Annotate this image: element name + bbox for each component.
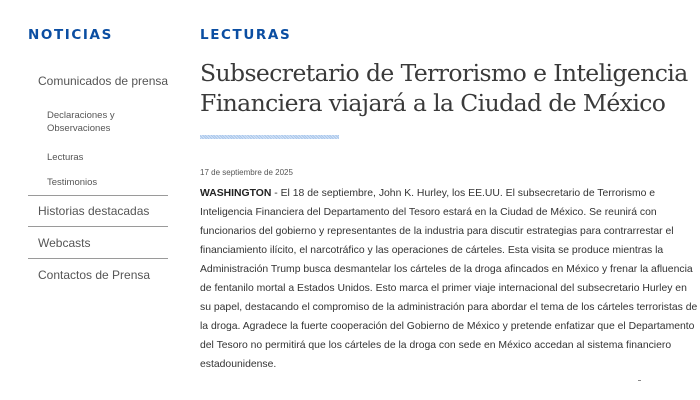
sidebar-divider [28,226,168,227]
article-title: Subsecretario de Terrorismo e Inteligencia Financiera viajará a la Ciudad de México [200,59,688,117]
article-body-text: - El 18 de septiembre, John K. Hurley, los EE.UU. El subsecretario de Terrorismo e Inteligencia Financiera del Departamento del Tesoro estará en la Ciudad de México. Se reunirá con funcionarios del gobierno y representantes de la industria para discutir estrategias para contrarrestar el financiamiento ilícito, el narcotráfico y las operaciones de cárteles. Esta visita se produce mientras la Administración Trump busca desmantelar los cárteles de la droga afincados en México y frenar la afluencia de fentanilo mortal a Estados Unidos. Esto marca el primer viaje internacional del subsecretario Hurley en su papel, destacando el compromiso de la administración para abordar el tema de los cárteles terroristas de la droga. Agradece la fuerte cooperación del Gobierno de México y pretende enfatizar que el Departamento del Tesoro no permitirá que los cárteles de la droga con sede en México accedan al sistema financiero estadounidense. [200,188,698,370]
page-mark [638,380,641,381]
article-date: 17 de septiembre de 2025 [200,168,293,177]
sidebar-nav [28,70,168,282]
sidebar-divider [28,195,168,196]
sidebar-item-historias-destacadas[interactable]: Historias destacadas [38,204,150,218]
sidebar-item-declaraciones-y-observaciones[interactable]: Declaraciones y Observaciones [47,110,115,134]
section-label: LECTURAS [200,27,292,43]
sidebar-item-comunicados-de-prensa[interactable]: Comunicados de prensa [38,74,169,88]
sidebar-item-testimonios[interactable]: Testimonios [47,177,98,188]
sidebar-divider [28,258,168,259]
sidebar-item-contactos-de-prensa[interactable]: Contactos de Prensa [38,268,151,282]
sidebar-item-webcasts[interactable]: Webcasts [38,236,91,250]
sidebar-item-lecturas[interactable]: Lecturas [47,152,84,163]
sidebar-heading: NOTICIAS [28,27,113,43]
dateline: WASHINGTON [200,188,272,199]
article-body [200,184,700,374]
title-decorative-rule [200,135,339,139]
